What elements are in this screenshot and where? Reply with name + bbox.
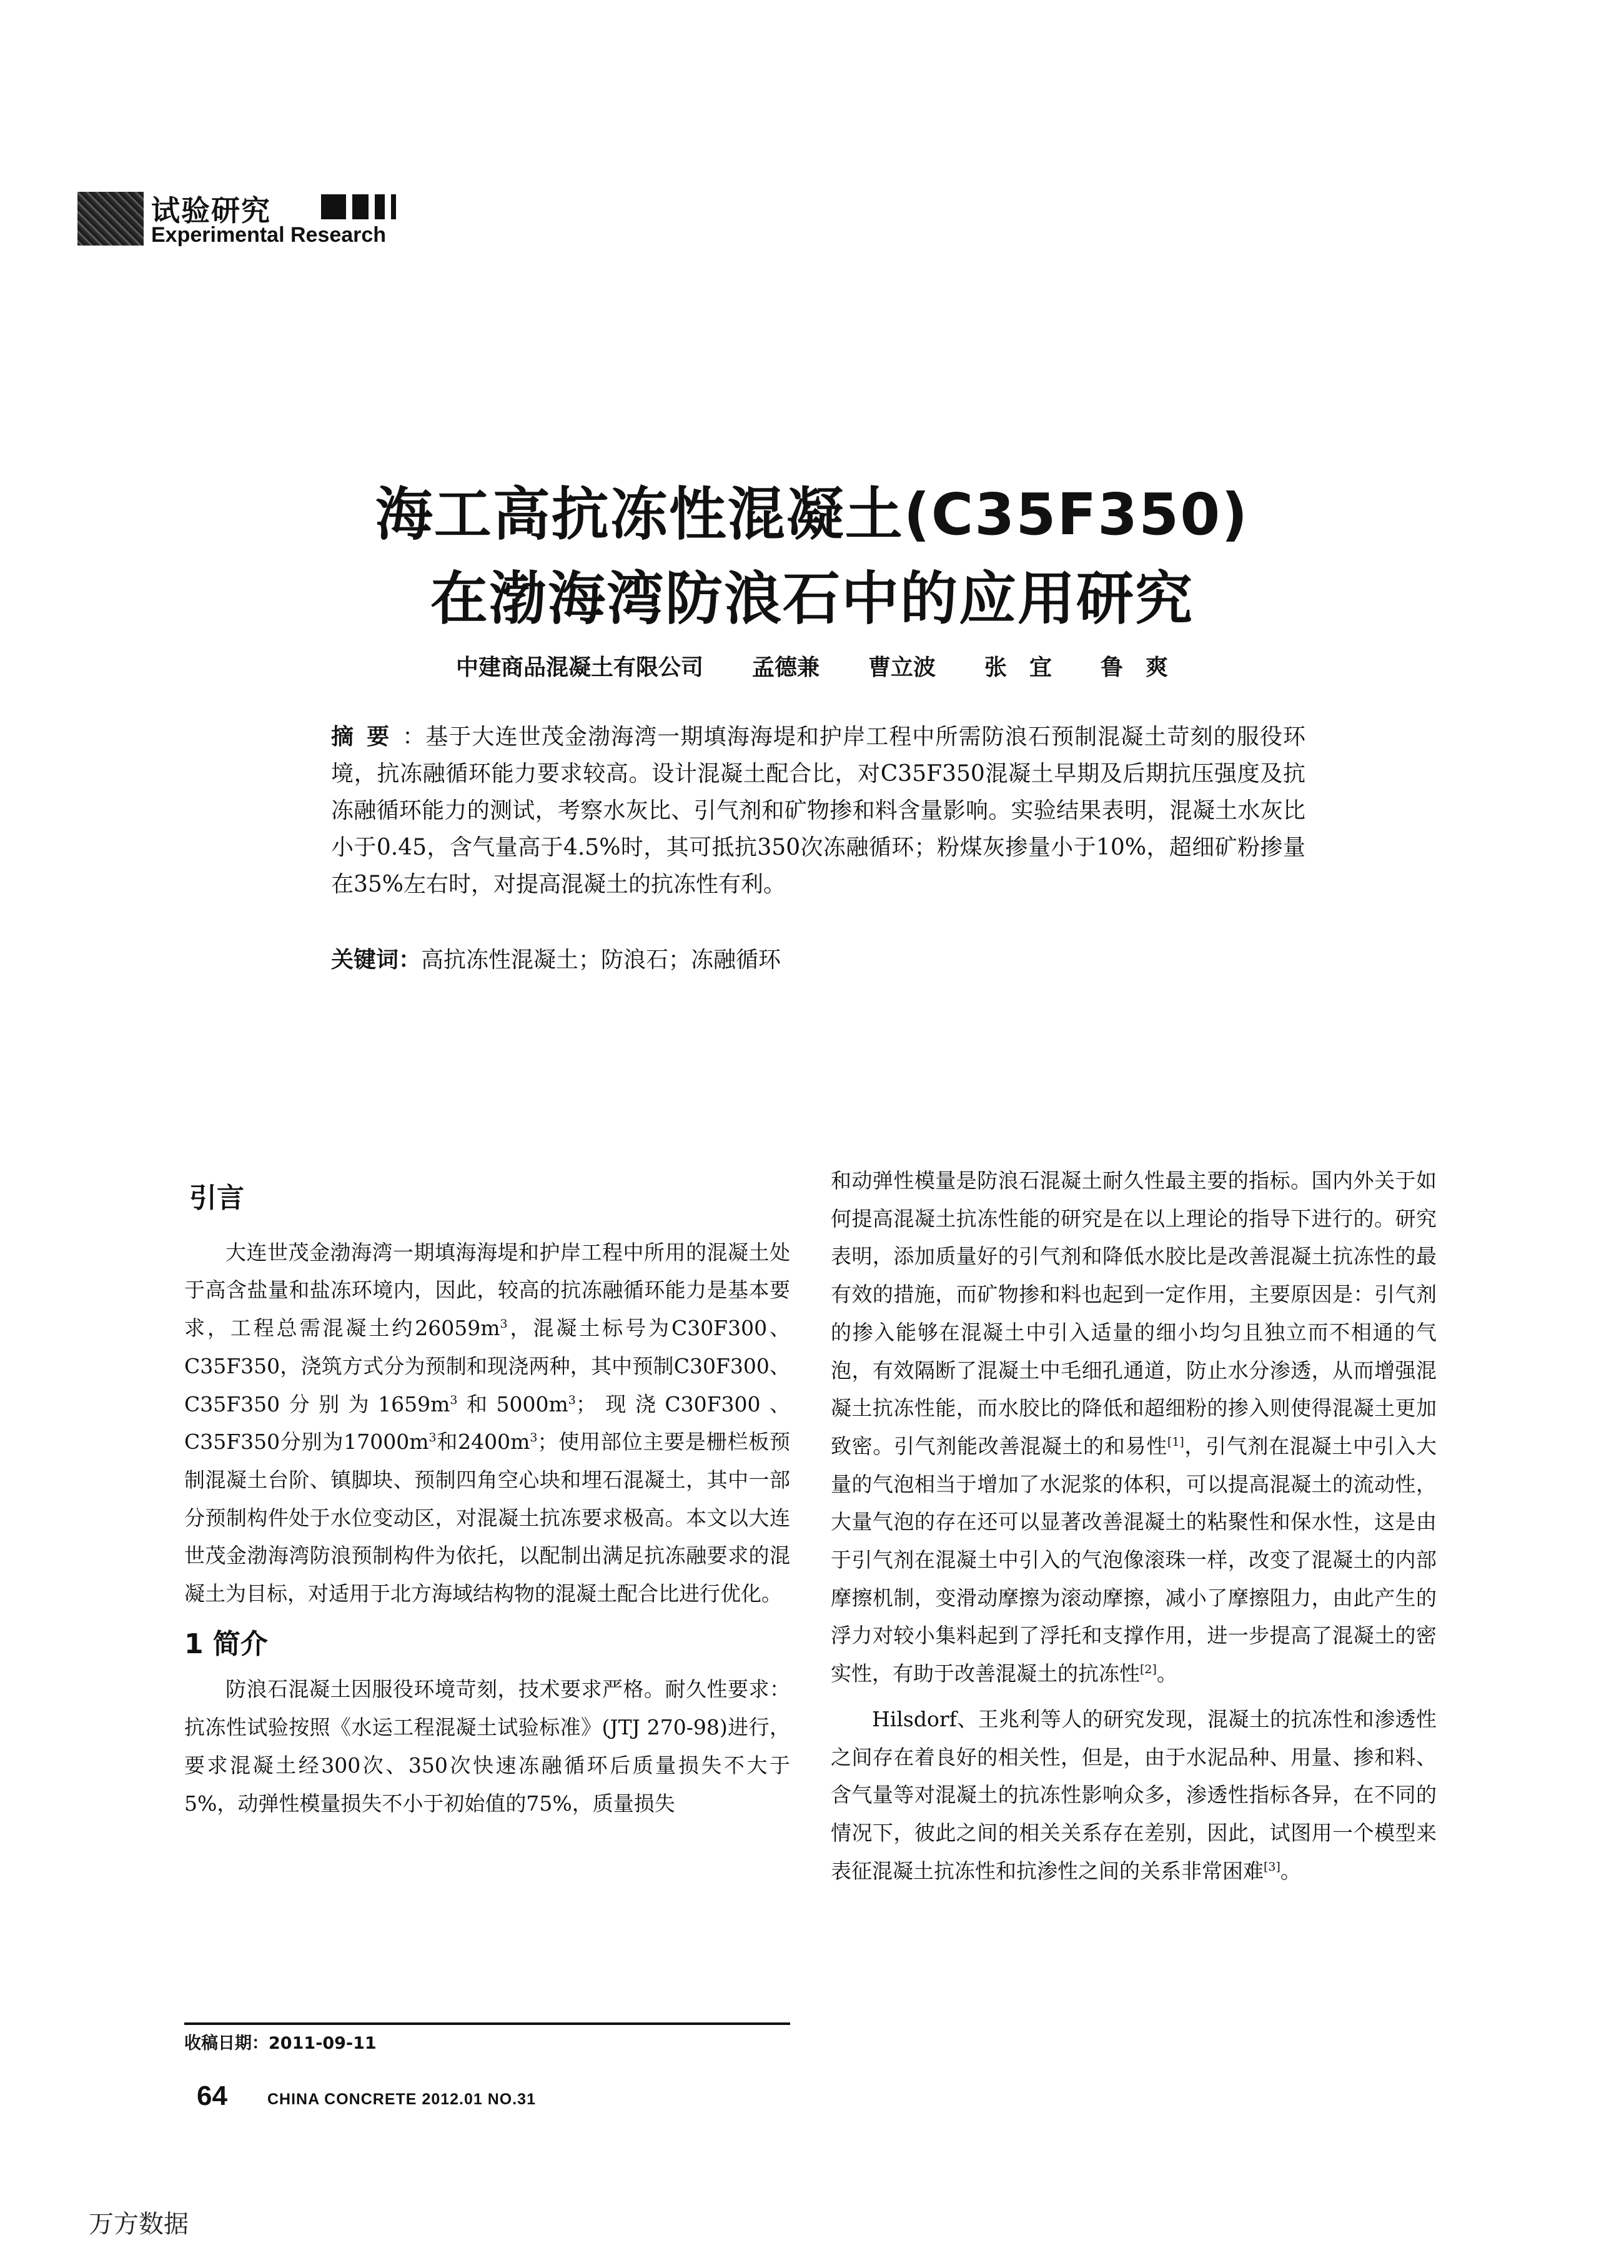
intro-heading: 引言 bbox=[189, 1182, 244, 1214]
footnote-divider bbox=[184, 2022, 790, 2025]
author-name: 曹立波 bbox=[868, 655, 936, 680]
section-1-heading: 1 简介 bbox=[184, 1628, 268, 1660]
received-date-footnote: 收稿日期：2011-09-11 bbox=[184, 2034, 377, 2053]
page-number: 64 bbox=[197, 2081, 227, 2111]
abstract-label: 摘要 bbox=[331, 724, 403, 750]
keywords-text: 高抗冻性混凝土；防浪石；冻融循环 bbox=[421, 947, 781, 973]
section-title-en: Experimental Research bbox=[151, 223, 387, 247]
keywords bbox=[331, 942, 1305, 974]
section-header bbox=[77, 191, 427, 248]
section-logo-icon bbox=[77, 192, 144, 246]
abstract: 摘要：基于大连世茂金渤海湾一期填海海堤和护岸工程中所需防浪石预制混凝土苛刻的服役环境，抗冻融循环能力要求较高。设计混凝土配合比，对C35F350混凝土早期及后期抗压强度及抗冻融循环能力的测试，考察水灰比、引气剂和矿物掺和料含量影响。实验结果表明，混凝土水灰比小于0.45，含气量高于4.5%时，其可抵抗350次冻融循环；粉煤灰掺量小于10%，超细矿粉掺量在35%左右时，对提高混凝土的抗冻性有利。 bbox=[331, 724, 1305, 897]
article-title-line2: 在渤海湾防浪石中的应用研究 bbox=[430, 565, 1194, 632]
right-column bbox=[831, 1162, 1437, 1890]
watermark: 万方数据 bbox=[89, 2210, 189, 2239]
section-title-zh: 试验研究 bbox=[151, 194, 271, 227]
right-paragraph-2: Hilsdorf、王兆利等人的研究发现，混凝土的抗冻性和渗透性之间存在着良好的相关性，但是，由于水泥品种、用量、掺和料、含气量等对混凝土的抗冻性影响众多，渗透性指标各异，在不同的情况下，彼此之间的相关关系存在差别，因此，试图用一个模型来表征混凝土抗冻性和抗渗性之间的关系非常困难[3]。 bbox=[831, 1706, 1437, 1883]
section-bars-icon bbox=[321, 194, 396, 219]
author-name: 鲁 爽 bbox=[1101, 655, 1169, 680]
keywords-label: 关键词： bbox=[331, 947, 422, 973]
article-title-line1: 海工高抗冻性混凝土(C35F350) bbox=[375, 481, 1249, 548]
author-name: 孟德兼 bbox=[751, 655, 819, 680]
reference-1: [1] bbox=[1167, 1435, 1184, 1449]
author-affiliation: 中建商品混凝土有限公司 bbox=[455, 655, 703, 680]
reference-3: [3] bbox=[1264, 1859, 1280, 1874]
author-line bbox=[0, 650, 1624, 682]
left-column bbox=[184, 1162, 790, 1823]
section-1-paragraph: 防浪石混凝土因服役环境苛刻，技术要求严格。耐久性要求：抗冻性试验按照《水运工程混凝土试验标准》(JTJ 270-98)进行，要求混凝土经300次、350次快速冻融循环后质量损失不大于5%，动弹性模量损失不小于初始值的75%，质量损失 bbox=[184, 1677, 790, 1816]
intro-paragraph: 大连世茂金渤海湾一期填海海堤和护岸工程中所用的混凝土处于高含盐量和盐冻环境内，因此，较高的抗冻融循环能力是基本要求，工程总需混凝土约$26059m^3$，混凝土标号为C30F300、C35F350，浇筑方式分为预制和现浇两种，其中预制C30F300、C35F350分别为$1659m^3$和$5000m^3$；现浇C30F300、C35F350分别为$17000m^3$和$2400m^3$；使用部位主要是栅栏板预制混凝土台阶、镇脚块、预制四角空心块和埋石混凝土，其中一部分预制构件处于水位变动区，对混凝土抗冻要求极高。本文以大连世茂金渤海湾防浪预制构件为依托，以配制出满足抗冻融要求的混凝土为目标，对适用于北方海域结构物的混凝土配合比进行优化。 bbox=[184, 1240, 790, 1606]
journal-footer: CHINA CONCRETE 2012.01 NO.31 bbox=[267, 2091, 536, 2108]
reference-2: [2] bbox=[1140, 1663, 1157, 1677]
author-name: 张 宜 bbox=[984, 655, 1052, 680]
abstract-text: 基于大连世茂金渤海湾一期填海海堤和护岸工程中所需防浪石预制混凝土苛刻的服役环境，抗冻融循环能力要求较高。设计混凝土配合比，对C35F350混凝土早期及后期抗压强度及抗冻融循环能力的测试，考察水灰比、引气剂和矿物掺和料含量影响。实验结果表明，混凝土水灰比小于0.45，含气量高于4.5%时，其可抵抗350次冻融循环；粉煤灰掺量小于10%，超细矿粉掺量在35%左右时，对提高混凝土的抗冻性有利。 bbox=[331, 724, 1305, 897]
right-paragraph-1: 和动弹性模量是防浪石混凝土耐久性最主要的指标。国内外关于如何提高混凝土抗冻性能的研究是在以上理论的指导下进行的。研究表明，添加质量好的引气剂和降低水胶比是改善混凝土抗冻性的最有效的措施，而矿物掺和料也起到一定作用，主要原因是：引气剂的掺入能够在混凝土中引入适量的细小均匀且独立而不相通的气泡，有效隔断了混凝土中毛细孔通道，防止水分渗透，从而增强混凝土抗冻性能，而水胶比的降低和超细粉的掺入则使得混凝土更加致密。引气剂能改善混凝土的和易性[1]，引气剂在混凝土中引入大量的气泡相当于增加了水泥浆的体积，可以提高混凝土的流动性，大量气泡的存在还可以显著改善混凝土的粘聚性和保水性，这是由于引气剂在混凝土中引入的气泡像滚珠一样，改变了混凝土的内部摩擦机制，变滑动摩擦为滚动摩擦，减小了摩擦阻力，由此产生的浮力对较小集料起到了浮托和支撑作用，进一步提高了混凝土的密实性，有助于改善混凝土的抗冻性[2]。 bbox=[831, 1168, 1437, 1686]
